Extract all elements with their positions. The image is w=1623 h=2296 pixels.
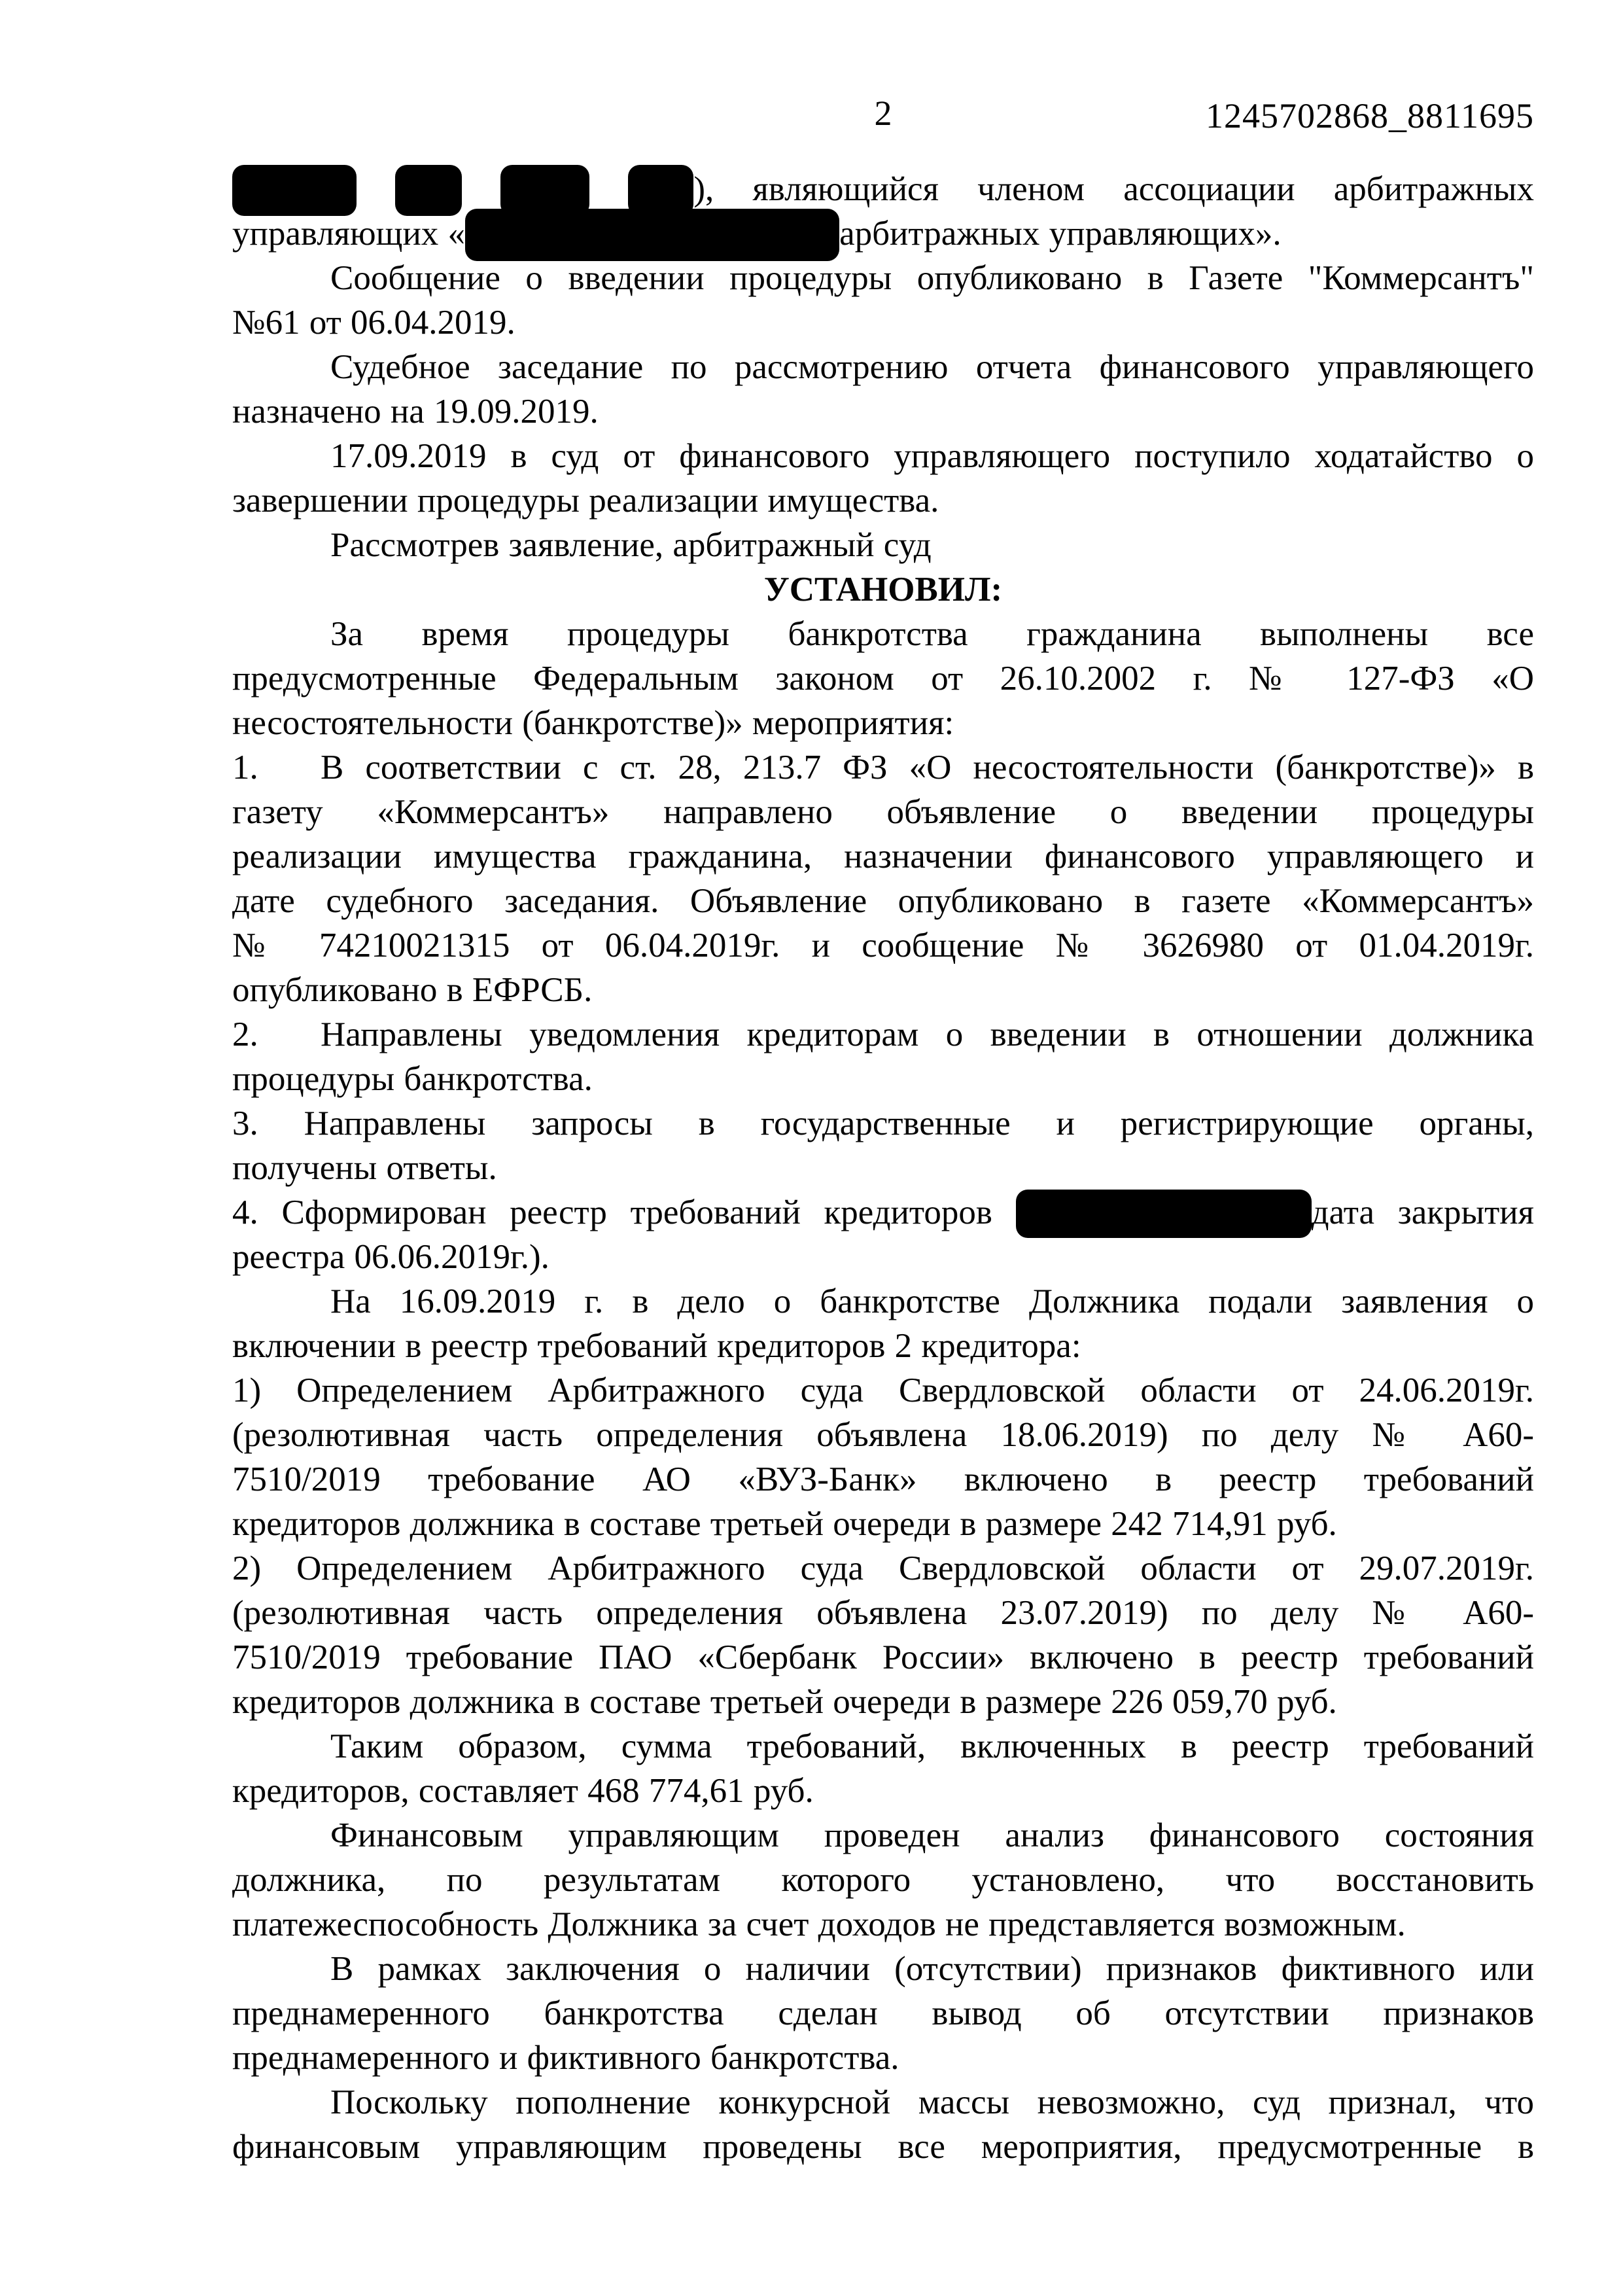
document-line	[232, 211, 1534, 256]
document-line	[232, 1012, 1534, 1057]
redaction-bar	[232, 165, 357, 216]
document-line	[232, 701, 1534, 745]
text-run: ), являющийся членом ассоциации арбитражных	[693, 170, 1535, 208]
text-run	[462, 170, 500, 208]
document-line	[232, 434, 1534, 478]
text-run: реестра 06.06.2019г.).	[232, 1238, 550, 1276]
text-run: опубликовано в ЕФРСБ.	[232, 971, 593, 1009]
document-line	[232, 2080, 1534, 2125]
document-line	[232, 167, 1534, 211]
text-run: 17.09.2019 в суд от финансового управляющего поступило ходатайство о	[330, 437, 1534, 475]
document-line	[232, 879, 1534, 923]
document-line	[232, 1858, 1534, 1902]
text-run: (резолютивная часть определения объявлена 18.06.2019) по делу № А60-	[232, 1416, 1534, 1454]
text-run: газету «Коммерсантъ» направлено объявление о введении процедуры	[232, 793, 1534, 831]
text-run: кредиторов, составляет 468 774,61 руб.	[232, 1772, 814, 1810]
text-run: арбитражных управляющих».	[839, 215, 1282, 253]
document-line	[232, 523, 1534, 567]
text-run: дате судебного заседания. Объявление опубликовано в газете «Коммерсантъ»	[232, 882, 1534, 920]
document-line	[232, 2125, 1534, 2169]
document-line	[232, 790, 1534, 834]
document-id: 1245702868_8811695	[1206, 96, 1534, 135]
document-line	[232, 834, 1534, 879]
document-line	[232, 1635, 1534, 1680]
document-line	[232, 968, 1534, 1012]
text-run: кредиторов должника в составе третьей очереди в размере 226 059,70 руб.	[232, 1683, 1337, 1721]
text-run: № 74210021315 от 06.04.2019г. и сообщение № 3626980 от 01.04.2019г.	[232, 927, 1534, 964]
text-run: должника, по результатам которого установлено, что восстановить	[232, 1861, 1534, 1899]
text-run: На 16.09.2019 г. в дело о банкротстве Должника подали заявления о	[330, 1282, 1534, 1320]
text-run: 4. Сформирован реестр требований кредиторов	[232, 1193, 1016, 1231]
document-line	[232, 1502, 1534, 1546]
document-line	[232, 1101, 1534, 1146]
document-line	[232, 1190, 1534, 1235]
document-line	[232, 1146, 1534, 1190]
document-line	[232, 2036, 1534, 2080]
text-run: реализации имущества гражданина, назначении финансового управляющего и	[232, 838, 1534, 875]
text-run: кредиторов должника в составе третьей очереди в размере 242 714,91 руб.	[232, 1505, 1337, 1543]
document-line	[232, 1991, 1534, 2036]
document-line	[232, 1724, 1534, 1769]
text-run: назначено на 19.09.2019.	[232, 393, 599, 431]
text-run: №61 от 06.04.2019.	[232, 304, 515, 342]
text-run	[357, 170, 395, 208]
text-run: преднамеренного и фиктивного банкротства.	[232, 2039, 899, 2077]
text-run: несостоятельности (банкротстве)» мероприятия:	[232, 704, 954, 742]
text-run: Сообщение о введении процедуры опубликовано в Газете "Коммерсантъ"	[330, 259, 1534, 297]
text-run: Поскольку пополнение конкурсной массы невозможно, суд признал, что	[330, 2083, 1534, 2121]
text-run: предусмотренные Федеральным законом от 26.10.2002 г. № 127-ФЗ «О	[232, 660, 1534, 698]
page-header	[232, 93, 1534, 139]
redaction-bar	[1016, 1190, 1312, 1238]
text-run: завершении процедуры реализации имущества.	[232, 482, 939, 520]
text-run: включении в реестр требований кредиторов 2 кредитора:	[232, 1327, 1081, 1365]
document-line	[232, 478, 1534, 523]
document-line	[232, 345, 1534, 389]
text-run: 7510/2019 требование АО «ВУЗ-Банк» включено в реестр требований	[232, 1460, 1534, 1498]
text-run: 7510/2019 требование ПАО «Сбербанк России» включено в реестр требований	[232, 1638, 1534, 1676]
document-line	[232, 1235, 1534, 1279]
document-line	[232, 1813, 1534, 1858]
redaction-bar	[395, 165, 462, 216]
text-run: (резолютивная часть определения объявлена 23.07.2019) по делу № А60-	[232, 1594, 1534, 1632]
document-line	[232, 389, 1534, 434]
text-run: процедуры банкротства.	[232, 1060, 593, 1098]
document-line	[232, 1057, 1534, 1101]
text-run: В соответствии с ст. 28, 213.7 ФЗ «О несостоятельности (банкротстве)» в	[321, 749, 1534, 786]
text-run: Направлены уведомления кредиторам о введении в отношении должника	[321, 1016, 1534, 1053]
list-number: 1.	[232, 749, 258, 786]
text-run: УСТАНОВИЛ:	[763, 571, 1003, 609]
document-line	[232, 1546, 1534, 1591]
text-run: дата закрытия	[1311, 1193, 1534, 1231]
text-run: Рассмотрев заявление, арбитражный суд	[330, 526, 932, 564]
document-line	[232, 656, 1534, 701]
text-run: Финансовым управляющим проведен анализ финансового состояния	[330, 1816, 1534, 1854]
text-run: платежеспособность Должника за счет доходов не представляется возможным.	[232, 1905, 1406, 1943]
text-run: управляющих «	[232, 215, 466, 253]
document-line	[232, 923, 1534, 968]
text-run: 1) Определением Арбитражного суда Свердловской области от 24.06.2019г.	[232, 1371, 1534, 1409]
document-line	[232, 1457, 1534, 1502]
text-run: 2) Определением Арбитражного суда Свердловской области от 29.07.2019г.	[232, 1549, 1534, 1587]
text-run: преднамеренного банкротства сделан вывод об отсутствии признаков	[232, 1994, 1534, 2032]
list-number: 2.	[232, 1016, 258, 1053]
document-line	[232, 1368, 1534, 1413]
text-run: финансовым управляющим проведены все мероприятия, предусмотренные в	[232, 2128, 1534, 2166]
document-body	[232, 167, 1534, 2169]
document-line	[232, 745, 1534, 790]
document-line	[232, 1324, 1534, 1368]
text-run	[589, 170, 628, 208]
text-run: За время процедуры банкротства гражданина выполнены все	[330, 615, 1534, 653]
redaction-bar	[465, 209, 839, 261]
page-number: 2	[874, 94, 892, 133]
document-line	[232, 300, 1534, 345]
document-line	[232, 1947, 1534, 1991]
document-line	[232, 567, 1534, 612]
text-run: 3. Направлены запросы в государственные и регистрирующие органы,	[232, 1104, 1534, 1142]
document-line	[232, 1680, 1534, 1724]
text-run: В рамках заключения о наличии (отсутствии) признаков фиктивного или	[330, 1950, 1534, 1988]
text-run: Таким образом, сумма требований, включенных в реестр требований	[330, 1727, 1534, 1765]
document-line	[232, 1591, 1534, 1635]
text-run: Судебное заседание по рассмотрению отчета финансового управляющего	[330, 348, 1534, 386]
document-line	[232, 256, 1534, 300]
document-line	[232, 1902, 1534, 1947]
document-line	[232, 612, 1534, 656]
text-run: получены ответы.	[232, 1149, 497, 1187]
document-line	[232, 1769, 1534, 1813]
document-line	[232, 1413, 1534, 1457]
document-line	[232, 1279, 1534, 1324]
